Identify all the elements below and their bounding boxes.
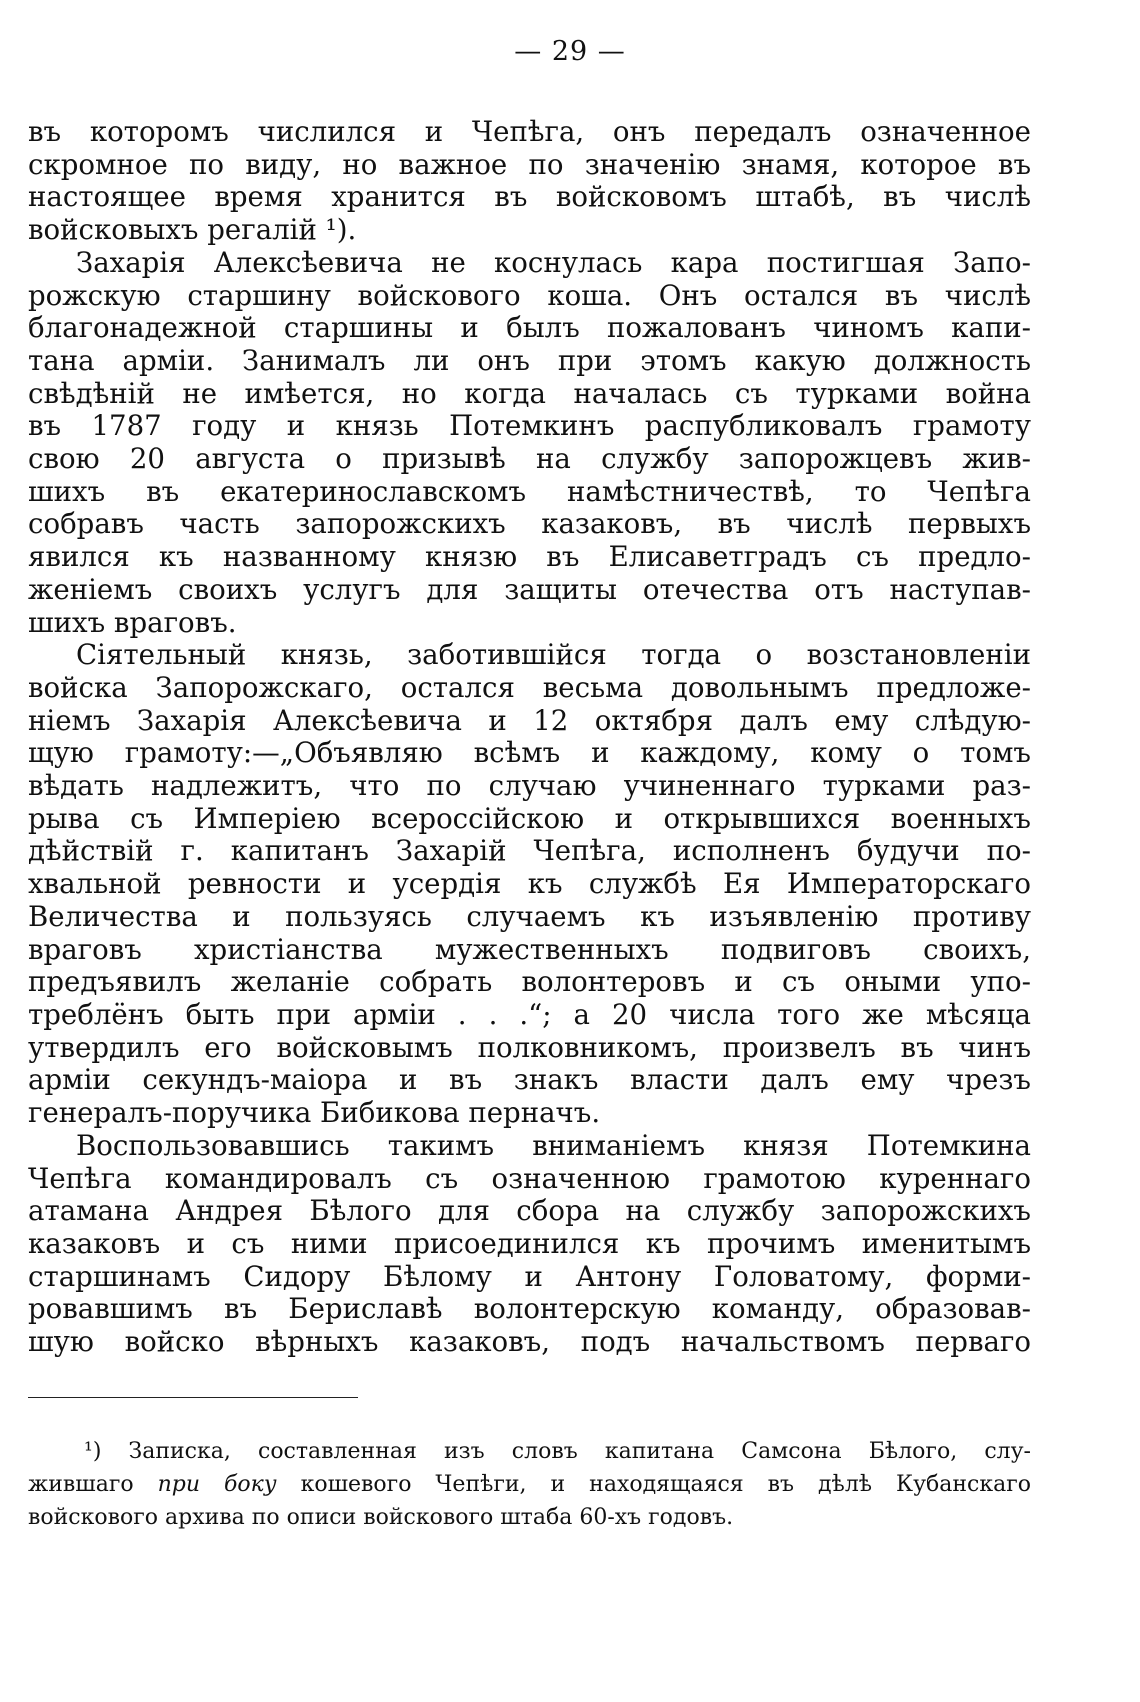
main-text bbox=[28, 116, 1031, 1359]
text-line: вѣдать надлежитъ, что по случаю учиненнаго турками раз- bbox=[28, 769, 1031, 803]
text-line: благонадежной старшины и былъ пожалованъ чиномъ капи- bbox=[28, 311, 1031, 345]
text-line: свѣдѣній не имѣется, но когда началась съ турками война bbox=[28, 376, 1031, 410]
footnote-divider bbox=[28, 1397, 358, 1398]
text-line: ровавшимъ въ Бериславѣ волонтерскую команду, образовав- bbox=[28, 1292, 1031, 1326]
footnote bbox=[28, 1435, 1031, 1534]
text-line: шихъ враговъ. bbox=[28, 605, 237, 639]
text-line: Величества и пользуясь случаемъ къ изъявленію противу bbox=[28, 899, 1031, 933]
text-line: щую грамоту:—„Объявляю всѣмъ и каждому, кому о томъ bbox=[28, 736, 1031, 770]
text-line: предъявилъ желаніе собрать волонтеровъ и съ оными упо- bbox=[28, 965, 1031, 999]
text-line: рожскую старшину войскового коша. Онъ остался въ числѣ bbox=[28, 278, 1031, 312]
text-line: шихъ въ екатеринославскомъ намѣстничествѣ, то Чепѣга bbox=[28, 474, 1031, 508]
text-line: утвердилъ его войсковымъ полковникомъ, произвелъ въ чинъ bbox=[28, 1030, 1031, 1064]
text-line: въ которомъ числился и Чепѣга, онъ передалъ означенное bbox=[28, 115, 1031, 148]
footnote-italic-text: при боку bbox=[157, 1472, 277, 1497]
text-line: казаковъ и съ ними присоединился къ прочимъ именитымъ bbox=[28, 1226, 1031, 1260]
text-line: тана арміи. Занималъ ли онъ при этомъ какую должность bbox=[28, 343, 1031, 377]
text-line: Воспользовавшись такимъ вниманіемъ князя Потемкина bbox=[76, 1128, 1031, 1162]
text-line: явился къ названному князю въ Елисаветградъ съ предло- bbox=[28, 540, 1031, 574]
text-line: старшинамъ Сидору Бѣлому и Антону Головатому, форми- bbox=[28, 1259, 1031, 1293]
text-line: враговъ христіанства мужественныхъ подвиговъ своихъ, bbox=[28, 932, 1031, 966]
text-line: треблёнъ быть при арміи . . .“; а 20 числа того же мѣсяца bbox=[28, 997, 1031, 1031]
text-line: хвальной ревности и усердія къ службѣ Ея Императорскаго bbox=[28, 867, 1031, 901]
page-number: — 29 — bbox=[514, 36, 626, 67]
text-line: Сіятельный князь, заботившійся тогда о возстановленіи bbox=[76, 638, 1031, 672]
text-line: атамана Андрея Бѣлого для сбора на службу запорожскихъ bbox=[28, 1194, 1031, 1228]
text-line: Чепѣга командировалъ съ означенною грамотою куреннаго bbox=[28, 1161, 1031, 1195]
text-line: ніемъ Захарія Алексѣевича и 12 октября далъ ему слѣдую- bbox=[28, 703, 1031, 737]
footnote-line bbox=[28, 1468, 1031, 1501]
footnote-text: кошевого Чепѣги, и находящаяся въ дѣлѣ Кубанскаго bbox=[276, 1472, 1031, 1497]
text-line: въ 1787 году и князь Потемкинъ распубликовалъ грамоту bbox=[28, 409, 1031, 443]
footnote-line: ¹) Записка, составленная изъ словъ капитана Самсона Бѣлого, слу- bbox=[84, 1439, 1031, 1464]
text-line: настоящее время хранится въ войсковомъ штабѣ, въ числѣ bbox=[28, 180, 1031, 214]
footnote-line: войскового архива по описи войскового штаба 60-хъ годовъ. bbox=[28, 1505, 734, 1530]
text-line: Захарія Алексѣевича не коснулась кара постигшая Запо- bbox=[76, 245, 1031, 279]
text-line: дѣйствій г. капитанъ Захарій Чепѣга, исполненъ будучи по- bbox=[28, 834, 1031, 868]
text-line: войска Запорожскаго, остался весьма довольнымъ предложе- bbox=[28, 670, 1031, 704]
text-line: шую войско вѣрныхъ казаковъ, подъ начальствомъ перваго bbox=[28, 1325, 1031, 1359]
text-line: арміи секундъ-маіора и въ знакъ власти далъ ему чрезъ bbox=[28, 1063, 1031, 1097]
text-line: женіемъ своихъ услугъ для защиты отечества отъ наступав- bbox=[28, 572, 1031, 606]
footnote-text: жившаго bbox=[28, 1472, 158, 1497]
text-line: собравъ часть запорожскихъ казаковъ, въ числѣ первыхъ bbox=[28, 507, 1031, 541]
text-line: рыва съ Имперіею всероссійскою и открывшихся военныхъ bbox=[28, 801, 1031, 835]
text-line: скромное по виду, но важное по значенію знамя, которое въ bbox=[28, 147, 1031, 181]
text-line: войсковыхъ регалій ¹). bbox=[28, 213, 357, 247]
text-line: генералъ-поручика Бибикова перначъ. bbox=[28, 1096, 601, 1130]
text-line: свою 20 августа о призывѣ на службу запорожцевъ жив- bbox=[28, 442, 1031, 476]
